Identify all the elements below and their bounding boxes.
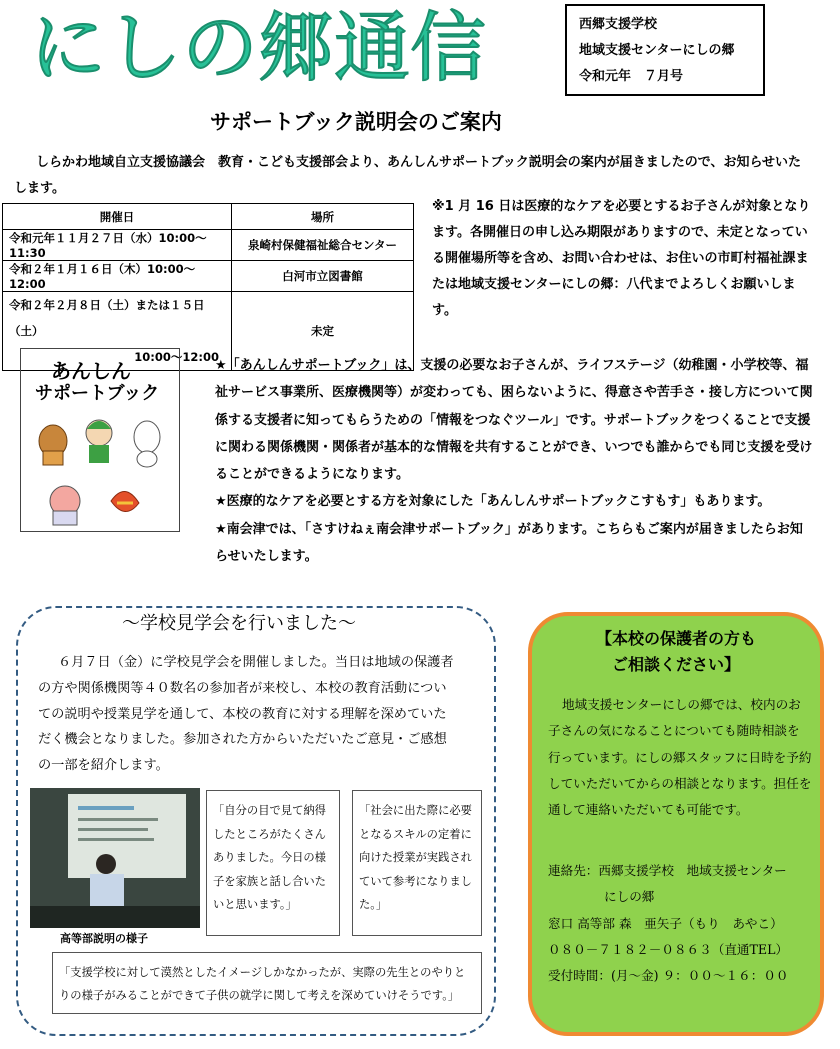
feedback-quote-1: 「自分の目で見て納得したところがたくさんありました。今日の様子を家族と話し合いたいと思います。」 (206, 790, 340, 936)
schedule-row (3, 261, 414, 292)
article-headline: サポートブック説明会のご案内 (210, 110, 502, 134)
schedule-row (3, 230, 414, 261)
illustration-title-1: あんしん (51, 359, 131, 383)
header-date: 開催日 (3, 204, 232, 230)
book-paragraph-3: ★南会津では、「さすけねぇ南会津サポートブック」があります。こちらもご案内が届きましたらお知らせいたします。 (215, 521, 803, 565)
schedule-date: 令和元年１１月２７日（水）10:00～11:30 (3, 230, 232, 261)
contact-info (548, 858, 818, 989)
contact-phone: ０８０－７１８２－０８６３（直通TEL） (548, 941, 789, 957)
feedback-quote-3: 「支援学校に対して漠然としたイメージしかなかったが、実際の先生とのやりとりの様子がみることができて子供の就学に関して考えを深めていけそうです。」 (52, 952, 482, 1014)
feedback-quote-2: 「社会に出た際に必要となるスキルの定着に向けた授業が実践されていて参考になりました。」 (352, 790, 482, 936)
sapoto-book-description (215, 352, 815, 570)
school-visit-title: ～学校見学会を行いました～ (118, 609, 360, 635)
schedule-time: 10:00～12:00 (134, 350, 219, 364)
consultation-body: 地域支援センターにしの郷では、校内のお子さんの気になることについても随時相談を行っています。にしの郷スタッフに日時を予約していただいてからの相談となります。担任を通して連絡いただいても可能です。 (548, 697, 812, 818)
consultation-title (542, 626, 810, 678)
sapoto-book-illustration (20, 348, 180, 532)
header-place: 場所 (232, 204, 414, 230)
newsletter-title: にしの郷通信 (30, 3, 486, 92)
school-visit-body: ６月７日（金）に学校見学会を開催しました。当日は地域の保護者の方や関係機関等４０数名の参加者が来校し、本校の教育活動についての説明や授業見学を通して、本校の教育に対する理解を深めていただく機会となりました。参加された方からいただいたご意見・ご感想の一部を紹介します。 (38, 655, 454, 774)
center-name: 地域支援センターにしの郷 (579, 43, 735, 58)
contact-line-3: 窓口 高等部 森 亜矢子（もり あやこ） (548, 915, 783, 931)
schedule-note: ※1 月 16 日は医療的なケアを必要とするお子さんが対象となります。各開催日の申し込み期限がありますので、未定となっている開催場所等を含め、お問い合わせは、お住いの市町村福祉課または地域支援センターにしの郷：八代までよろしくお願いします。 (432, 199, 811, 318)
intro-paragraph: しらかわ地域自立支援協議会 教育・こども支援部会より、あんしんサポートブック説明会の案内が届きましたので、お知らせいたします。 (14, 155, 802, 196)
mascot-characters-icon (21, 411, 179, 531)
consultation-title-line-1: 【本校の保護者の方も (595, 629, 756, 648)
schedule-table (2, 203, 414, 371)
book-paragraph-2: ★医療的なケアを必要とする方を対象にした「あんしんサポートブックこすもす」もあります。 (215, 494, 771, 510)
consultation-title-line-2: ご相談ください】 (611, 655, 740, 674)
schedule-place: 白河市立図書館 (232, 261, 414, 292)
contact-line-1: 連絡先：西郷支援学校 地域支援センター (548, 863, 787, 878)
presentation-photo-icon (30, 788, 200, 928)
photo-caption: 高等部説明の様子 (60, 932, 148, 945)
presentation-photo (30, 788, 200, 928)
schedule-place: 未定 (232, 292, 414, 371)
schedule-date: 令和２年２月８日（土）または１５日（土） (9, 298, 205, 338)
schedule-date: 令和２年１月１６日（木）10:00～12:00 (3, 261, 232, 292)
contact-line-2: にしの郷 (604, 889, 655, 905)
issue-date: 令和元年 ７月号 (579, 69, 684, 84)
schedule-header-row (3, 204, 414, 230)
contact-hours: 受付時間：(月～金) ９：００～１６：００ (548, 968, 789, 984)
illustration-title-2: サポートブック (35, 383, 160, 404)
school-info-box (565, 4, 765, 96)
schedule-place: 泉崎村保健福祉総合センター (232, 230, 414, 261)
school-name: 西郷支援学校 (579, 17, 658, 32)
book-paragraph-1: ★「あんしんサポートブック」は、支援の必要なお子さんが、ライフステージ（幼稚園・小学校等、福祉サービス事業所、医療機関等）が変わっても、困らないように、得意さや苦手さ・接し方について関係する支援者に知ってもらうための「情報をつなぐツール」です。サポートブックをつくることで支援に関わる関係機関・関係者が基本的な情報を共有することができ、いつでも誰からでも同じ支援を受けることができるようになります。 (215, 358, 813, 483)
